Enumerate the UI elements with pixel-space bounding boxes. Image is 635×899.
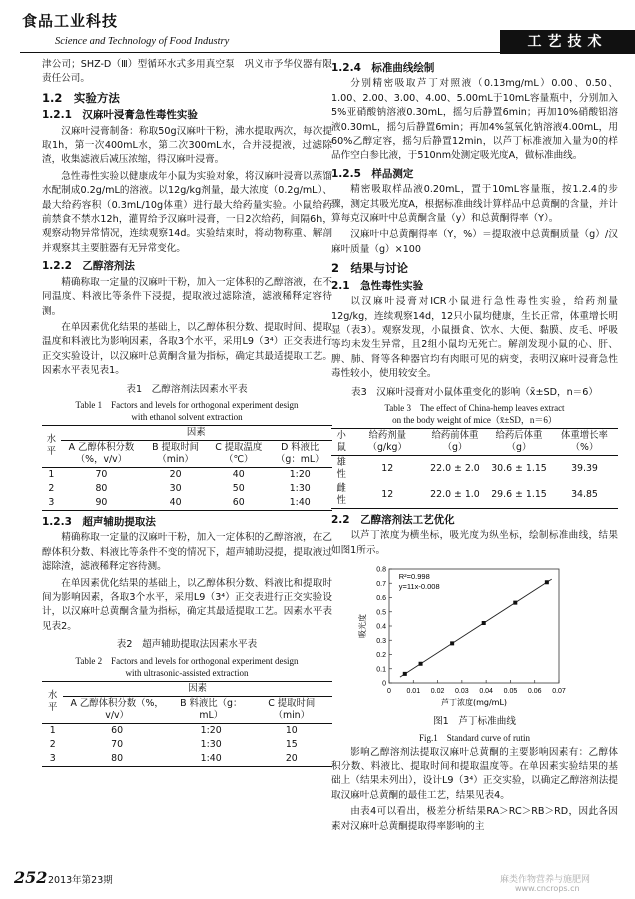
x-tick-label: 0.02 bbox=[430, 688, 445, 696]
subsection-heading-1-2-1: 1.2.1 汉麻叶浸膏急性毒性实验 bbox=[42, 109, 198, 122]
table-1-caption-en bbox=[42, 399, 332, 423]
subsection-heading-2-1: 2.1 急性毒性实验 bbox=[331, 279, 424, 292]
table-cell: 22.0 ± 1.0 bbox=[430, 488, 480, 500]
data-point bbox=[513, 601, 517, 605]
subsection-heading-1-2-4: 1.2.4 标准曲线绘制 bbox=[331, 62, 435, 74]
section-heading-1-2: 1.2 实验方法 bbox=[42, 90, 120, 105]
table-3-col-dose: 给药剂量（g/kg） bbox=[367, 429, 407, 453]
table-cell: 40 bbox=[169, 496, 182, 508]
data-point bbox=[482, 621, 486, 625]
table-cell: 15 bbox=[285, 738, 298, 750]
table-cell: 1:20 bbox=[200, 724, 222, 736]
table-row bbox=[42, 752, 332, 767]
table-3-col-after: 给药后体重（g） bbox=[495, 429, 543, 453]
table-cell: 1 bbox=[48, 468, 55, 480]
table-cell: 60 bbox=[111, 724, 124, 736]
journal-title-en: Science and Technology of Food Industry bbox=[55, 36, 230, 47]
section-tag: 工艺技术 bbox=[500, 30, 635, 54]
table-cell: 22.0 ± 2.0 bbox=[430, 462, 480, 474]
table-cell: 1:40 bbox=[289, 496, 311, 508]
table-3-caption-en-line2: on the body weight of mice（x̄±SD，n＝6） bbox=[392, 414, 557, 425]
table-cell: 2 bbox=[48, 482, 55, 494]
table-1-level-head: 水平 bbox=[46, 434, 56, 458]
y-tick-label: 0.3 bbox=[376, 637, 386, 645]
data-point bbox=[403, 672, 407, 676]
standard-curve-chart bbox=[331, 561, 618, 711]
table-cell: 60 bbox=[232, 496, 245, 508]
table-2-col-b: B 料液比（g：mL） bbox=[180, 697, 243, 721]
table-row bbox=[42, 467, 332, 482]
table-1-factor-head: 因素 bbox=[61, 425, 332, 440]
page-number: 252 bbox=[14, 868, 48, 887]
x-tick-label: 0.03 bbox=[455, 688, 469, 696]
journal-logo-cn: 食品工业科技 bbox=[22, 12, 119, 30]
table-cell: 39.39 bbox=[571, 462, 598, 474]
table-row bbox=[42, 723, 332, 738]
paragraph-ethanol-method: 精确称取一定量的汉麻叶干粉，加入一定体积的乙醇溶液，在不同温度、料液比等条件下浸提，提取液过滤除渣，滤液稀释定容待测。 bbox=[42, 276, 332, 317]
paragraph-extract-prep: 汉麻叶浸膏制备：称取50g汉麻叶干粉，沸水提取两次，每次提取1h，第一次400mL水，第二次300mL水，合并浸提液，过滤除渣，收集滤液后减压浓缩，得汉麻叶浸膏。 bbox=[42, 125, 332, 166]
table-1-caption-en-line2: with ethanol solvent extraction bbox=[131, 411, 243, 422]
table-cell: 雌性 bbox=[336, 482, 346, 506]
y-tick-label: 0 bbox=[382, 680, 386, 688]
table-cell: 20 bbox=[169, 468, 182, 480]
y-tick-label: 0.6 bbox=[376, 595, 386, 603]
table-cell: 1:30 bbox=[289, 482, 311, 494]
x-tick-label: 0.01 bbox=[406, 688, 421, 696]
figure-1 bbox=[331, 561, 618, 711]
table-3-caption-en-line1: Table 3 The effect of China-hemp leaves extract bbox=[384, 402, 565, 413]
table-cell: 3 bbox=[49, 752, 56, 764]
y-tick-label: 0.1 bbox=[376, 666, 386, 674]
table-2-caption-en bbox=[42, 655, 332, 679]
right-column bbox=[331, 58, 618, 836]
paragraph-toxicity-method: 急性毒性实验以健康成年小鼠为实验对象，将汉麻叶浸膏以蒸馏水配制成0.2g/mL的溶液。以12g/kg剂量，最大浓度（0.2g/mL）、最大给药容积（0.3mL/10g体重）进行最大给药量实验。小鼠给药前禁食不禁水12h，灌胃给予汉麻叶浸膏，一日2次给药，间隔6h，观察动物异常情况，连续观察14d。实验结束时，将动物称重、解剖并观察其主要脏器有无异常变化。 bbox=[42, 170, 332, 254]
table-3-col-growth: 体重增长率（%） bbox=[561, 429, 608, 453]
table-3 bbox=[331, 428, 618, 509]
header-rule bbox=[20, 52, 535, 53]
r2-annotation: R²=0.998 bbox=[398, 572, 430, 582]
table-cell: 70 bbox=[95, 468, 108, 480]
table-1 bbox=[42, 425, 332, 511]
x-tick-label: 0 bbox=[387, 688, 391, 696]
x-tick-label: 0.04 bbox=[479, 688, 493, 696]
table-cell: 34.85 bbox=[571, 488, 598, 500]
watermark-url: www.cncrops.cn bbox=[515, 884, 580, 893]
table-cell: 20 bbox=[285, 752, 298, 764]
table-3-col-before: 给药前体重（g） bbox=[431, 429, 479, 453]
table-row bbox=[331, 482, 618, 509]
left-column bbox=[42, 58, 332, 771]
table-cell: 40 bbox=[232, 468, 245, 480]
table-cell: 1:40 bbox=[200, 752, 222, 764]
paragraph-ultrasonic-orthogonal: 在单因素优化结果的基础上，以乙醇体积分数、料液比和提取时间为影响因素，各取3个水平，采用L9（3⁴）正交表进行正交实验设计，以汉麻叶总黄酮含量为指标，确定其最适提取工艺。因素水平表见表2。 bbox=[42, 577, 332, 632]
table-3-caption-en bbox=[331, 402, 618, 426]
table-row bbox=[331, 455, 618, 482]
equation-annotation: y=11x-0.008 bbox=[398, 582, 440, 592]
formula-yield: 汉麻叶中总黄酮得率（Y，%）＝提取液中总黄酮质量（g）/汉麻叶质量（g）×100 bbox=[331, 229, 618, 255]
table-cell: 50 bbox=[232, 482, 245, 494]
x-tick-label: 0.07 bbox=[552, 688, 566, 696]
table-2-col-a: A 乙醇体积分数（%，v/v） bbox=[70, 697, 164, 721]
table-1-col-c: C 提取温度（℃） bbox=[215, 441, 263, 465]
table-cell: 80 bbox=[111, 752, 124, 764]
table-row bbox=[42, 496, 332, 511]
table-2-factor-head: 因素 bbox=[63, 681, 332, 696]
table-cell: 70 bbox=[111, 738, 124, 750]
paragraph-sample-measure: 精密吸取样品液0.20mL，置于10mL容量瓶，按1.2.4的步骤，测定其吸光度A，根据标准曲线计算样品中总黄酮的含量，并计算每克汉麻叶中总黄酮含量（y）和总黄酮得率（Y）。 bbox=[331, 184, 618, 225]
table-cell: 29.6 ± 1.15 bbox=[491, 488, 547, 500]
table-2-level-head: 水平 bbox=[47, 690, 58, 714]
section-heading-2: 2 结果与讨论 bbox=[331, 261, 409, 276]
table-cell: 30.6 ± 1.15 bbox=[491, 462, 547, 474]
paragraph-ultrasonic-method: 精确称取一定量的汉麻叶干粉，加入一定体积的乙醇溶液，在乙醇体积分数、料液比等条件不变的情况下，超声辅助浸提，提取液过滤除渣，滤液稀释定容待测。 bbox=[42, 532, 332, 573]
x-tick-label: 0.05 bbox=[503, 688, 518, 696]
table-2 bbox=[42, 681, 332, 767]
x-tick-label: 0.06 bbox=[527, 688, 542, 696]
paragraph-figure-intro: 以芦丁浓度为横坐标，吸光度为纵坐标，绘制标准曲线，结果如图1所示。 bbox=[331, 530, 618, 556]
table-1-col-a: A 乙醇体积分数（%，v/v） bbox=[68, 441, 135, 465]
table-cell: 30 bbox=[169, 482, 182, 494]
table-1-col-b: B 提取时间（min） bbox=[152, 441, 200, 465]
intro-paragraph: 津公司；SHZ-D（Ⅲ）型循环水式多用真空泵 巩义市予华仪器有限责任公司。 bbox=[42, 59, 332, 85]
table-2-col-c: C 提取时间（min） bbox=[268, 697, 316, 721]
table-cell: 12 bbox=[381, 488, 394, 500]
table-cell: 1:30 bbox=[200, 738, 222, 750]
y-tick-label: 0.4 bbox=[376, 623, 386, 631]
issue-label: 2013年第23期 bbox=[48, 875, 113, 886]
subsection-heading-2-2: 2.2 乙醇溶剂法工艺优化 bbox=[331, 513, 455, 526]
table-cell: 90 bbox=[95, 496, 108, 508]
y-axis-label: 吸光度 bbox=[358, 614, 367, 639]
paragraph-range-analysis: 由表4可以看出，极差分析结果RA＞RC＞RB＞RD，因此各因素对汉麻叶总黄酮提取得率影响的主 bbox=[331, 806, 618, 832]
watermark: 麻类作物营养与施肥网 bbox=[500, 875, 591, 885]
table-3-caption: 表3 汉麻叶浸膏对小鼠体重变化的影响（x̄±SD，n＝6） bbox=[351, 386, 598, 398]
y-tick-label: 0.5 bbox=[376, 609, 386, 617]
subsection-heading-1-2-2: 1.2.2 乙醇溶剂法 bbox=[42, 260, 135, 273]
table-row bbox=[42, 482, 332, 496]
table-cell: 1:20 bbox=[289, 468, 311, 480]
table-cell: 80 bbox=[95, 482, 108, 494]
data-point bbox=[545, 580, 549, 584]
y-tick-label: 0.8 bbox=[376, 566, 386, 574]
data-point bbox=[450, 642, 454, 646]
table-cell: 1 bbox=[49, 724, 56, 736]
y-tick-label: 0.2 bbox=[376, 652, 386, 660]
data-point bbox=[419, 662, 423, 666]
subsection-heading-1-2-5: 1.2.5 样品测定 bbox=[331, 167, 414, 180]
paragraph-toxicity-result: 以汉麻叶浸膏对ICR小鼠进行急性毒性实验，给药剂量12g/kg，连续观察14d，12只小鼠均健康，生长正常，体重增长明显（表3）。观察发现，小鼠摄食、饮水、大便、黏膜、皮毛、呼吸等均未发生异常，且2组小鼠均无死亡。解剖发现小鼠的心、肝、脾、肺、肾等各种器官均有肉眼可见的病变，表明汉麻叶浸膏急性毒性较小，使用较安全。 bbox=[331, 296, 618, 380]
table-cell: 3 bbox=[48, 496, 55, 508]
table-1-caption: 表1 乙醇溶剂法因素水平表 bbox=[126, 383, 248, 395]
table-1-col-d: D 料液比（g：mL） bbox=[276, 441, 325, 465]
table-2-caption-en-line2: with ultrasonic-assisted extraction bbox=[125, 667, 249, 678]
x-axis-label: 芦丁浓度(mg/mL) bbox=[440, 698, 508, 708]
table-cell: 10 bbox=[285, 724, 298, 736]
paragraph-ethanol-orthogonal: 在单因素优化结果的基础上，以乙醇体积分数、提取时间、提取温度和料液比为影响因素，各取3个水平，采用L9（3⁴）正交表进行正交实验设计，以汉麻叶总黄酮含量为指标，确定其最适提取工艺。因素水平表见表1。 bbox=[42, 321, 332, 377]
table-2-caption-en-line1: Table 2 Factors and levels for orthogonal experiment design bbox=[75, 655, 299, 666]
paragraph-standard-curve: 分别精密吸取芦丁对照液（0.13mg/mL）0.00、0.50、1.00、2.00、3.00、4.00、5.00mL于10mL容量瓶中，分别加入5%亚硝酸钠溶液0.30mL，摇匀后静置6min；再加10%硝酸铝溶液0.30mL，摇匀后静置6min；再加4%氢氧化钠溶液4.00mL，用60%乙醇定容，摇匀后静置12min，以芦丁标准液加入量为0的样品作空白参比液，于510nm处测定吸光度A，做标准曲线。 bbox=[331, 78, 618, 162]
figure-1-caption-en: Fig.1 Standard curve of rutin bbox=[419, 732, 530, 743]
y-tick-label: 0.7 bbox=[376, 580, 386, 588]
paragraph-ethanol-factors: 影响乙醇溶剂法提取汉麻叶总黄酮的主要影响因素有：乙醇体积分数、料液比、提取时间和提取温度等。在单因素实验结果的基础上（结果未列出），设计L9（3⁴）正交实验，以确定乙醇溶剂法提取汉麻叶总黄酮的最佳工艺，结果见表4。 bbox=[331, 746, 618, 801]
table-row bbox=[42, 738, 332, 752]
table-1-caption-en-line1: Table 1 Factors and levels for orthogonal experiment design bbox=[75, 399, 299, 410]
table-cell: 12 bbox=[381, 462, 394, 474]
table-2-caption: 表2 超声辅助提取法因素水平表 bbox=[116, 639, 258, 651]
fit-line bbox=[400, 579, 552, 677]
table-cell: 雄性 bbox=[336, 456, 346, 480]
figure-1-caption: 图1 芦丁标准曲线 bbox=[433, 716, 516, 728]
subsection-heading-1-2-3: 1.2.3 超声辅助提取法 bbox=[42, 515, 156, 528]
table-cell: 2 bbox=[49, 738, 56, 750]
table-3-col-mouse: 小鼠 bbox=[336, 429, 346, 453]
